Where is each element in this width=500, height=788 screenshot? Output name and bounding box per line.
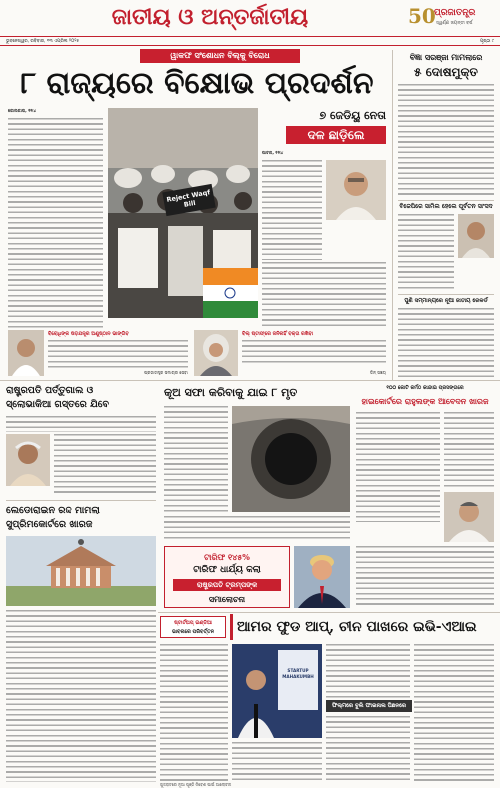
divider (6, 500, 156, 501)
caption-right-credit: ଡିନ୍ ସଞ୍ଚୟ (369, 370, 386, 375)
right-story2-photo (458, 214, 494, 258)
page-number: ପୃଷ୍ଠା ୯ (479, 39, 494, 44)
rahul-text-1 (356, 412, 440, 522)
caption-right-photo (194, 330, 238, 376)
sc-text (6, 610, 156, 782)
lead-kicker: ୱାକଫ ସଂଶୋଧନ ବିଲ୍‌କୁ ବିରୋଧ (140, 49, 300, 63)
caption-left-photo (8, 330, 44, 376)
supreme-court-photo (6, 536, 156, 606)
well-title: କୂଅ ସଫା କରିବାକୁ ଯାଇ ୮ ମୃତ (164, 386, 298, 399)
rahul-title: ହାଇକୋର୍ଟରେ ରାହୁଲଙ୍କ ଆବେଦନ ଖାରଜ (361, 396, 489, 406)
president-text-1 (6, 416, 156, 432)
tariff-line1: ଟାରିଫ ୧୪୫% (204, 552, 250, 562)
startup-text-2 (232, 742, 322, 782)
right-story2-title: ବିଜେପିରେ ସାମିଲ ହେଲେ ପୂର୍ବତନ ସାଂସଦ (398, 200, 494, 212)
former-mp-portrait-image (458, 214, 494, 258)
sc-title-1: ଲେଡୋରାଇନ ରଦ୍ଦ ମାମଲା (6, 505, 100, 516)
right-story2-text (398, 214, 454, 290)
logo-tagline: ସ୍ୱର୍ଣ୍ଣ ଜୟନ୍ତୀ ବର୍ଷ (436, 21, 473, 26)
startup-headline: ଆମର ଫୁଡ ଆପ୍, ଚୀନ ପାଖରେ ଇଭି-ଏଆଇ (230, 614, 494, 640)
jdu-headline-bottom: ଦଳ ଛାଡ଼ିଲେ (286, 126, 386, 144)
rahul-kicker: ୧୦୦ କୋଟି କର୍ମଠ କାନ୍ଦାଇ ପ୍ରସଙ୍ଗରେ (386, 385, 464, 391)
tariff-line2: ଟାରିଫ ଧାର୍ଯ୍ୟ କଲା (193, 565, 261, 575)
lead-headline: ୮ ରାଜ୍ୟରେ ବିକ୍ଷୋଭ ପ୍ରଦର୍ଶନ (20, 66, 374, 101)
well-text-2 (164, 516, 350, 542)
president-title-1: ରାଷ୍ଟ୍ରପତି ପର୍ତ୍ତୁଗାଲ ଓ (6, 385, 94, 396)
right-story3-title: ପୁଣି ସମ୍ମାନ୍ୟରେ ନୂଆ ଜାତୀୟ ରେକର୍ଡ (398, 294, 494, 306)
tariff-box (164, 546, 290, 608)
right-story1-title-2: ୫ ଦୋଷମୁକ୍ତ (414, 65, 478, 79)
politician-portrait-image (326, 160, 386, 220)
trump-portrait-image (294, 546, 350, 608)
caption-left-credit: ପ୍ରଜାତନ୍ତ୍ର ସମାଚାର ସେବା (144, 370, 188, 375)
logo-name: ପ୍ରଜାତନ୍ତ୍ର (434, 8, 476, 18)
caption-right-title: ବିଲ୍ ଷ୍ଟାଫ୍‌ରେ ଜନିନାହିଁ ବକ୍ତା ରଖିବା (242, 331, 314, 337)
indian-flag-image (203, 268, 258, 318)
president-photo (6, 434, 50, 486)
lead-body-text (8, 118, 103, 328)
dateline: ଭୁବନେଶ୍ୱର, ରବିବାର, ୧୩ ଏପ୍ରିଲ ୨୦୨୫ (6, 39, 80, 44)
startup-kicker-1: ଷ୍ଟାର୍ଟଅପ୍ ଇଣ୍ଡିଆ (174, 620, 212, 626)
rahul-text-2 (444, 412, 494, 488)
right-story1-text (398, 84, 494, 196)
startup-text-5 (414, 644, 494, 782)
lead-dateline: କୋଲକାତା, ୧୨ା୪ (8, 108, 37, 113)
rahul-photo (444, 492, 494, 542)
dateline-bar (0, 36, 500, 46)
column-divider (392, 50, 393, 380)
supreme-court-image (6, 536, 156, 606)
startup-kicker-box (160, 616, 226, 638)
protest-placard: Reject Waqf Bill (162, 184, 215, 216)
tariff-line4: ସମାଲୋଚନା (208, 594, 246, 604)
startup-text-3 (326, 644, 410, 698)
leader-portrait-image (8, 330, 44, 376)
jdu-story-header (262, 108, 386, 146)
well-text-1 (164, 406, 228, 512)
rahul-text-3 (356, 546, 494, 608)
sc-body (6, 610, 156, 788)
section-divider (0, 380, 500, 381)
president-portrait-image (6, 434, 50, 486)
right-story3-text (398, 308, 494, 378)
president-title-2: ସ୍ଲୋଭାକିଆ ଗସ୍ତରେ ଯିବେ (6, 399, 110, 410)
startup-photo (232, 644, 322, 738)
jdu-headline-top: ୭ ଜେଡିୟୁ ନେତା (319, 109, 386, 122)
caption-left-text (48, 340, 188, 368)
section-title: ଜାତୀୟ ଓ ଅନ୍ତର୍ଜାତୀୟ (111, 4, 309, 30)
trump-photo (294, 546, 350, 608)
tariff-line3: ରାଷ୍ଟ୍ରପତି ଟ୍ରମ୍ପଙ୍କ (173, 579, 281, 591)
well-image (232, 406, 350, 512)
protest-photo (108, 108, 258, 318)
logo-number: 50 (408, 4, 436, 28)
president-text-2 (54, 434, 156, 494)
startup-text-4 (326, 716, 410, 782)
stage-text: STARTUP MAHAKUMBH (282, 668, 314, 679)
jdu-dateline: ପାଟନା, ୧୨ା୪ (262, 150, 284, 155)
jdu-body-text-1 (262, 160, 322, 260)
newspaper-logo (408, 4, 496, 30)
startup-sub-headline: ଫିଲ୍ମରେ ବୁଲି ଫାଇନାଲ ପିଛନରେ (326, 700, 412, 712)
startup-kicker-2: ଭାବନାରେ ପରିବର୍ତ୍ତନ (171, 629, 215, 635)
jdu-body-text-2 (262, 262, 386, 328)
caption-left-title: ବିରୋଧିଙ୍କ ଷଡ଼ଯନ୍ତ୍ର ଅଣୁଷ୍ଠାନ ଭାଙ୍ଗିବ (48, 331, 129, 337)
well-photo (232, 406, 350, 512)
mehbooba-portrait-image (194, 330, 238, 376)
section-divider (158, 612, 500, 613)
rahul-portrait-image (444, 492, 494, 542)
nitish-photo (326, 160, 386, 220)
masthead (0, 0, 500, 34)
startup-text-1 (160, 644, 228, 782)
sc-title-2: ସୁପ୍ରିମକୋର୍ଟରେ ଖାରଜ (6, 519, 93, 530)
caption-right-text (242, 340, 386, 366)
right-story1-title-1: ବିଜ୍ଞା ସରଞ୍ଜା ମାମଲାରେ (409, 52, 483, 62)
bottom-strip: ଗୁଜରାଟରେ ନୂଆ ପୂଞ୍ଜି ନିବେଶ ପାଇଁ ଆଲୋଚନା (160, 782, 232, 787)
